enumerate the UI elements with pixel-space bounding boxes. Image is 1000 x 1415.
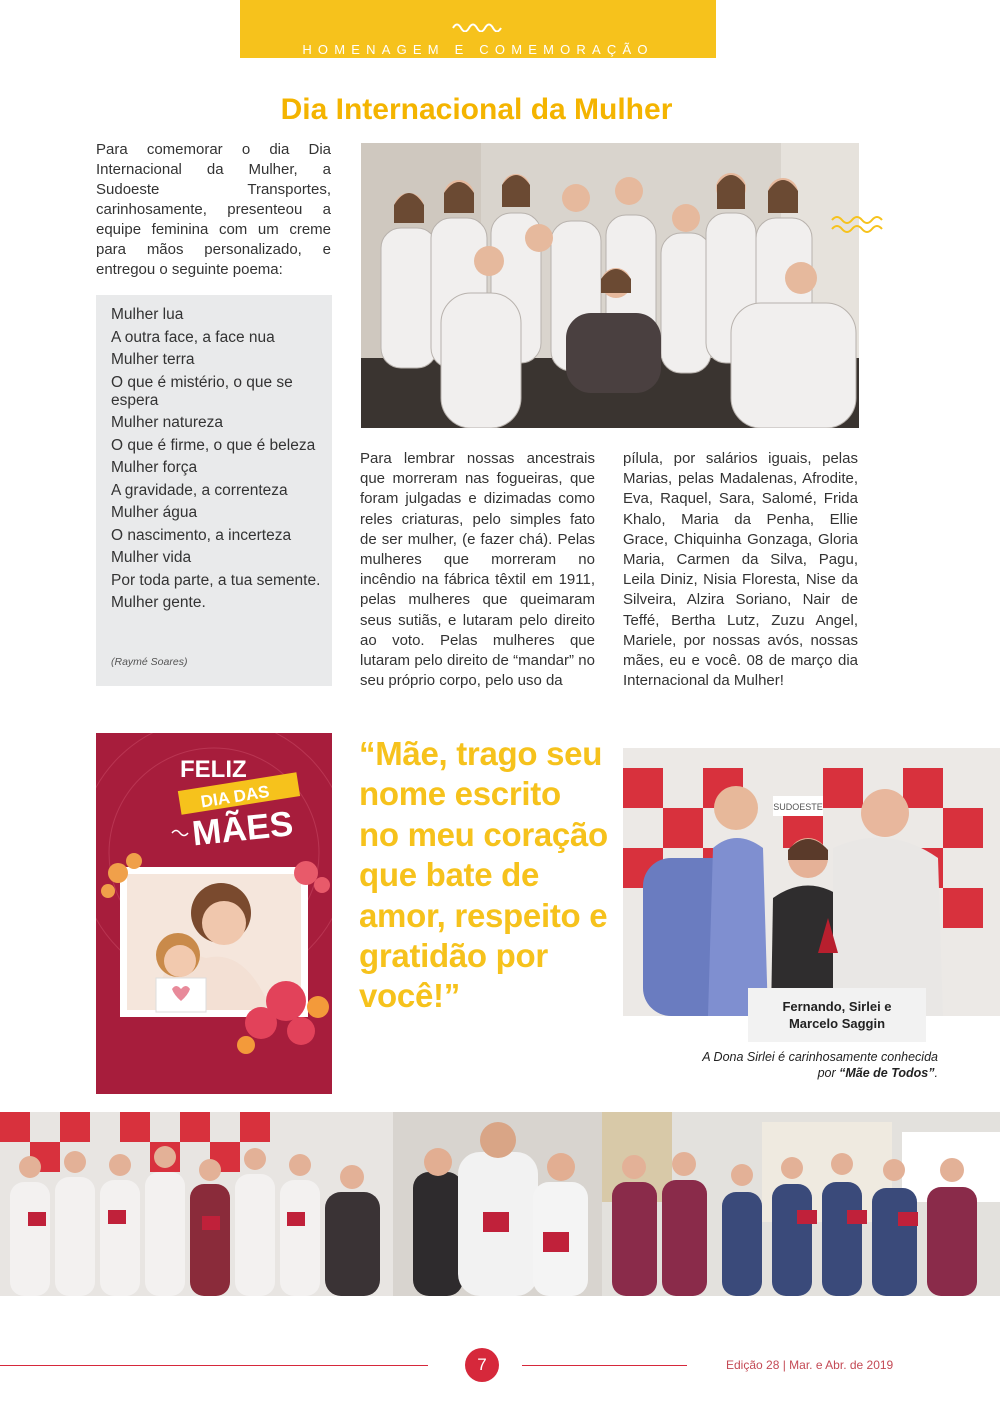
- page-number: 7: [465, 1348, 499, 1382]
- poem-author: (Raymé Soares): [111, 656, 188, 668]
- photo-caption-names: [748, 988, 926, 1042]
- poem-line: Mulher terra: [111, 351, 195, 368]
- intro-paragraph: Para comemorar o dia Dia Internacional da Mulher, a Sudoeste Transportes, carinhosamente, presenteou a equipe feminina com um creme para mãos personalizado, e entregou o seguinte poema:: [96, 141, 331, 278]
- poem-line: Mulher vida: [111, 549, 192, 566]
- photo-fernando-sirlei-marcelo: [623, 748, 1000, 1016]
- caption-names-line-1: Fernando, Sirlei e: [782, 999, 892, 1014]
- poem-line: Por toda parte, a tua semente.: [111, 571, 321, 589]
- poem-line: Mulher natureza: [111, 414, 224, 431]
- poem-lines: [111, 306, 321, 617]
- caption-names-line-2: Marcelo Saggin: [788, 1016, 886, 1031]
- body-text-column-1: Para lembrar nossas ancestrais que morreram nas fogueiras, que foram julgadas e dizimadas como reles criaturas, pelo simples fato de ser mulher, (e fazer chá). Pelas mulheres que morreram no incêndio na fábrica têxtil em 1911, pelas mulheres que queimaram seus sutiãs, e lutaram pelo direito ao voto. Pelas mulheres que lutaram pelo direito de “mandar” no seu próprio corpo, pelo uso da: [360, 450, 595, 690]
- card-maes-text: MÃES: [190, 804, 295, 854]
- wave-decoration-icon: [452, 20, 502, 32]
- mothers-day-card: [96, 733, 332, 1094]
- edition-label: Edição 28 | Mar. e Abr. de 2019: [726, 1358, 894, 1372]
- wave-decoration-icon: [830, 213, 886, 235]
- poem-line: Mulher água: [111, 504, 198, 521]
- card-dia-das-text: DIA DAS: [199, 781, 271, 812]
- body-text-column-2: pílula, por salários iguais, pelas Marias, pelas Madalenas, Afrodite, Eva, Raquel, Sara, Salomé, Frida Khalo, Maria da Penha, Ellie Grace, Chiquinha Gonzaga, Gloria Maria, Carmen da Silva, Pagu, Leila Diniz, Nisia Floresta, Nise da Silveira, Alzira Soriano, Nair de Teffé, Bertha Lutz, Zuzu Angel, Mariele, por nossas avós, nossas mães, eu e você. 08 de março dia Internacional da Mulher!: [623, 450, 858, 690]
- caption-nickname: “Mãe de Todos”: [839, 1066, 935, 1080]
- caption-note-suffix: .: [934, 1066, 938, 1080]
- footer-rule-left: [0, 1365, 428, 1366]
- photo-group-right: [602, 1112, 1000, 1296]
- caption-note-text: A Dona Sirlei é carinhosamente conhecida por: [702, 1050, 938, 1080]
- photo-group-center: [393, 1112, 602, 1296]
- photo-group-left: [0, 1112, 393, 1296]
- poem-line: O que é firme, o que é beleza: [111, 436, 316, 454]
- photo-womens-team: [361, 143, 859, 428]
- poem-line: Mulher gente.: [111, 594, 206, 611]
- photo-caption-note: [700, 1049, 938, 1081]
- poem-line: Mulher lua: [111, 306, 184, 323]
- photo-sign-brand: SUDOESTE: [773, 802, 823, 812]
- poem-line: O nascimento, a incerteza: [111, 526, 292, 544]
- mothers-day-quote: “Mãe, trago seu nome escrito no meu coração que bate de amor, respeito e gratidão por você!”: [359, 735, 608, 1015]
- card-feliz-text: FELIZ: [180, 756, 247, 783]
- article-title: Dia Internacional da Mulher: [280, 93, 673, 126]
- poem-line: O que é mistério, o que se espera: [111, 373, 293, 409]
- poem-line: Mulher força: [111, 459, 198, 476]
- poem-box: [96, 295, 332, 686]
- footer-rule-right: [522, 1365, 687, 1366]
- poem-line: A outra face, a face nua: [111, 328, 275, 346]
- section-title: HOMENAGEM E COMEMORAÇÃO: [302, 42, 654, 57]
- poem-line: A gravidade, a correnteza: [111, 481, 288, 499]
